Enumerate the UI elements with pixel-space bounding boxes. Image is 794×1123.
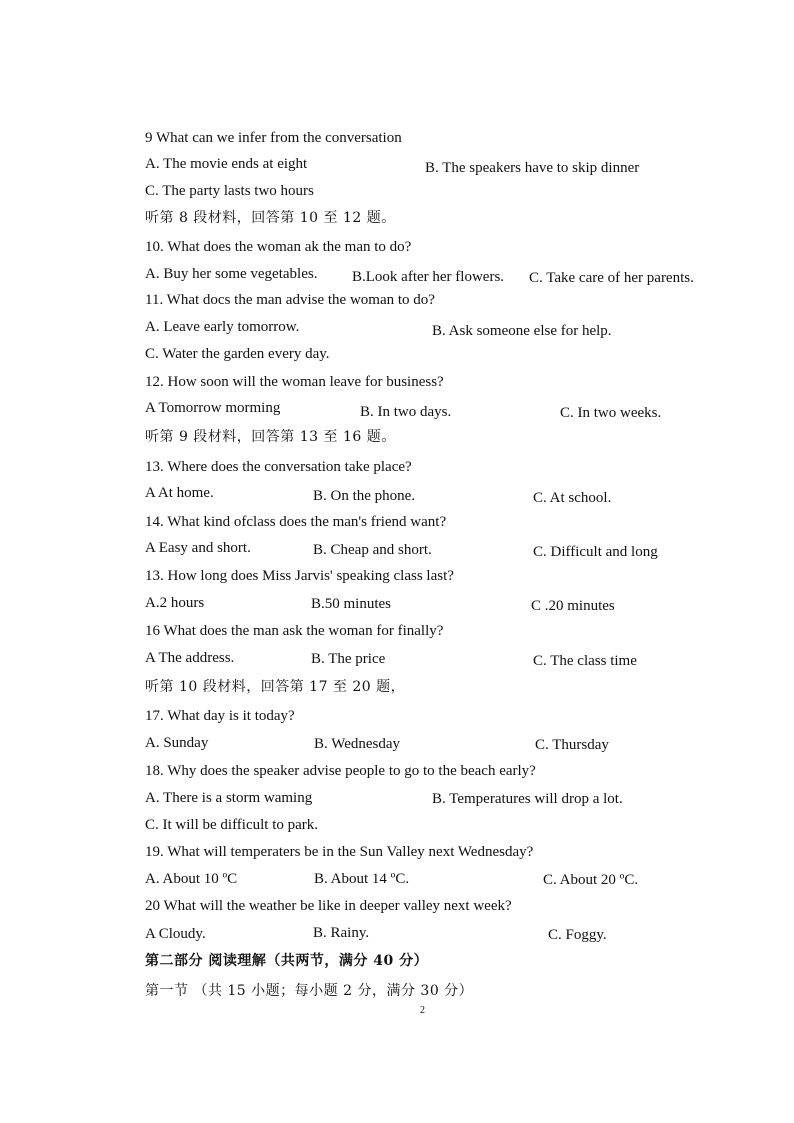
option-14-a: A Easy and short. [145,540,251,556]
part-2-heading: 第二部分 阅读理解（共两节，满分 40 分） [145,953,429,969]
option-10-a: A. Buy her some vegetables. [145,266,318,282]
option-16-a: A The address. [145,650,235,666]
option-16-c: C. The class time [533,653,637,669]
option-10-c: C. Take care of her parents. [529,270,694,286]
option-12-b: B. In two days. [360,404,452,420]
option-19-a: A. About 10 ºC [145,871,238,887]
question-16: 16 What does the man ask the woman for finally? [145,623,444,639]
option-9-a: A. The movie ends at eight [145,156,308,172]
option-20-c: C. Foggy. [548,927,607,943]
option-13-a: A At home. [145,485,214,501]
option-9-c: C. The party lasts two hours [145,183,314,199]
option-19-b: B. About 14 ºC. [314,871,410,887]
question-13: 13. Where does the conversation take place? [145,459,412,475]
option-15-a: A.2 hours [145,595,205,611]
question-18: 18. Why does the speaker advise people to go to the beach early? [145,763,536,779]
question-17: 17. What day is it today? [145,708,295,724]
question-11: 11. What docs the man advise the woman to do? [145,292,435,308]
option-15-c: C .20 minutes [531,598,615,614]
question-14: 14. What kind ofclass does the man's friend want? [145,514,447,530]
question-10: 10. What does the woman ak the man to do? [145,239,412,255]
option-10-b: B.Look after her flowers. [352,269,505,285]
option-15-b: B.50 minutes [311,596,392,612]
question-19: 19. What will temperaters be in the Sun Valley next Wednesday? [145,844,534,860]
option-12-c: C. In two weeks. [560,405,662,421]
page-number: 2 [420,1005,425,1016]
part-2-section-1-heading: 第一节 （共 15 小题；每小题 2 分，满分 30 分） [145,983,474,999]
option-20-a: A Cloudy. [145,926,206,942]
section-9-instruction: 听第 9 段材料，回答第 13 至 16 题。 [145,429,396,445]
option-18-a: A. There is a storm waming [145,790,313,806]
option-13-c: C. At school. [533,490,612,506]
option-14-c: C. Difficult and long [533,544,658,560]
question-12: 12. How soon will the woman leave for business? [145,374,444,390]
option-18-c: C. It will be difficult to park. [145,817,319,833]
option-12-a: A Tomorrow morming [145,400,281,416]
section-8-instruction: 听第 8 段材料，回答第 10 至 12 题。 [145,210,396,226]
option-14-b: B. Cheap and short. [313,542,432,558]
option-17-b: B. Wednesday [314,736,401,752]
section-10-instruction: 听第 10 段材料，回答第 17 至 20 题， [145,679,406,695]
question-9: 9 What can we infer from the conversation [145,130,402,146]
question-15: 13. How long does Miss Jarvis' speaking class last? [145,568,454,584]
option-11-c: C. Water the garden every day. [145,346,330,362]
option-19-c: C. About 20 ºC. [543,872,639,888]
question-20: 20 What will the weather be like in deeper valley next week? [145,898,512,914]
option-17-c: C. Thursday [535,737,609,753]
option-20-b: B. Rainy. [313,925,370,941]
option-17-a: A. Sunday [145,735,209,751]
option-18-b: B. Temperatures will drop a lot. [432,791,623,807]
option-11-a: A. Leave early tomorrow. [145,319,300,335]
option-11-b: B. Ask someone else for help. [432,323,612,339]
option-16-b: B. The price [311,651,386,667]
option-9-b: B. The speakers have to skip dinner [425,160,640,176]
option-13-b: B. On the phone. [313,488,416,504]
